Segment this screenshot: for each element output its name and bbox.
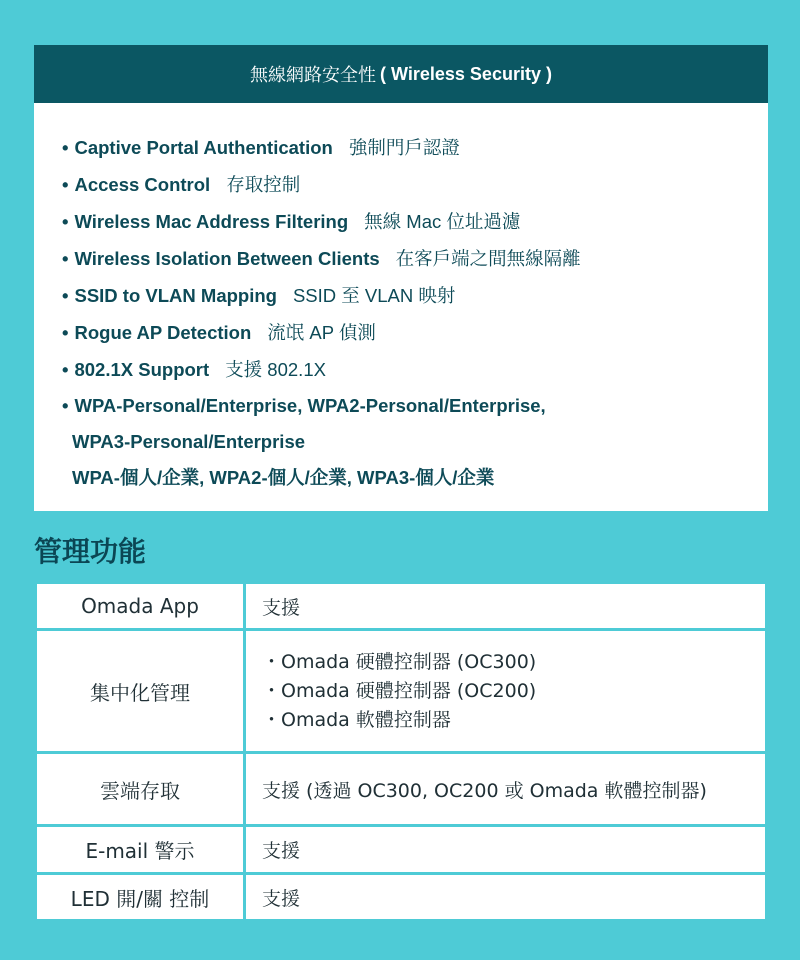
row-key: 集中化管理 — [36, 630, 245, 753]
list-item — [62, 203, 768, 240]
table-row — [36, 826, 767, 874]
bullet-icon: • — [62, 174, 69, 195]
bullet-icon: • — [62, 395, 69, 416]
table-row — [36, 630, 767, 753]
feature-en: Captive Portal Authentication — [74, 137, 333, 158]
list-item — [62, 277, 768, 314]
row-key: E-mail 警示 — [36, 826, 245, 874]
wpa-line-2: WPA3-Personal/Enterprise — [72, 431, 306, 452]
table-row — [36, 753, 767, 826]
list-item — [62, 129, 768, 166]
bullet-icon: • — [62, 359, 69, 380]
row-key: LED 開/關 控制 — [36, 874, 245, 921]
feature-en: Wireless Isolation Between Clients — [74, 248, 380, 269]
table-row — [36, 874, 767, 921]
wpa-line-1-text: WPA-Personal/Enterprise, WPA2-Personal/Enterprise, — [74, 395, 546, 416]
header-title-en: ( Wireless Security ) — [380, 63, 552, 84]
row-key: Omada App — [36, 583, 245, 630]
wpa-line-3: WPA-個人/企業, WPA2-個人/企業, WPA3-個人/企業 — [72, 467, 495, 488]
feature-zh: 無線 Mac 位址過濾 — [364, 211, 521, 232]
feature-en: Wireless Mac Address Filtering — [74, 211, 349, 232]
list-item — [62, 351, 768, 388]
wpa-line-1 — [62, 388, 768, 424]
feature-en: Access Control — [74, 174, 211, 195]
row-value: 支援 — [245, 583, 767, 630]
management-section-title: 管理功能 — [34, 535, 147, 568]
bullet-icon: • — [62, 137, 69, 158]
bullet-icon: • — [62, 211, 69, 232]
list-item-wpa — [62, 388, 768, 496]
table-row — [36, 583, 767, 630]
feature-zh: 支援 802.1X — [225, 359, 326, 380]
controller-line: ・Omada 硬體控制器 (OC300) — [262, 650, 537, 673]
row-value: 支援 — [245, 874, 767, 921]
controller-line: ・Omada 軟體控制器 — [262, 708, 451, 731]
row-value — [245, 630, 767, 753]
bullet-icon: • — [62, 248, 69, 269]
row-key: 雲端存取 — [36, 753, 245, 826]
management-table — [34, 581, 768, 922]
feature-en: SSID to VLAN Mapping — [74, 285, 277, 306]
feature-en: Rogue AP Detection — [74, 322, 252, 343]
security-feature-list — [34, 103, 768, 496]
feature-zh: 在客戶端之間無線隔離 — [395, 248, 581, 269]
list-item — [62, 314, 768, 351]
list-item — [62, 166, 768, 203]
row-value: 支援 (透過 OC300, OC200 或 Omada 軟體控制器) — [245, 753, 767, 826]
bullet-icon: • — [62, 322, 69, 343]
bullet-icon: • — [62, 285, 69, 306]
feature-en: 802.1X Support — [74, 359, 210, 380]
feature-zh: 存取控制 — [226, 174, 301, 195]
row-value: 支援 — [245, 826, 767, 874]
list-item — [62, 240, 768, 277]
header-title-zh: 無線網路安全性 — [250, 65, 377, 85]
feature-zh: SSID 至 VLAN 映射 — [292, 285, 456, 306]
wireless-security-header — [34, 45, 768, 103]
wireless-security-card — [34, 45, 768, 511]
feature-zh: 流氓 AP 偵測 — [267, 322, 376, 343]
controller-line: ・Omada 硬體控制器 (OC200) — [262, 679, 537, 702]
feature-zh: 強制門戶認證 — [348, 137, 460, 158]
